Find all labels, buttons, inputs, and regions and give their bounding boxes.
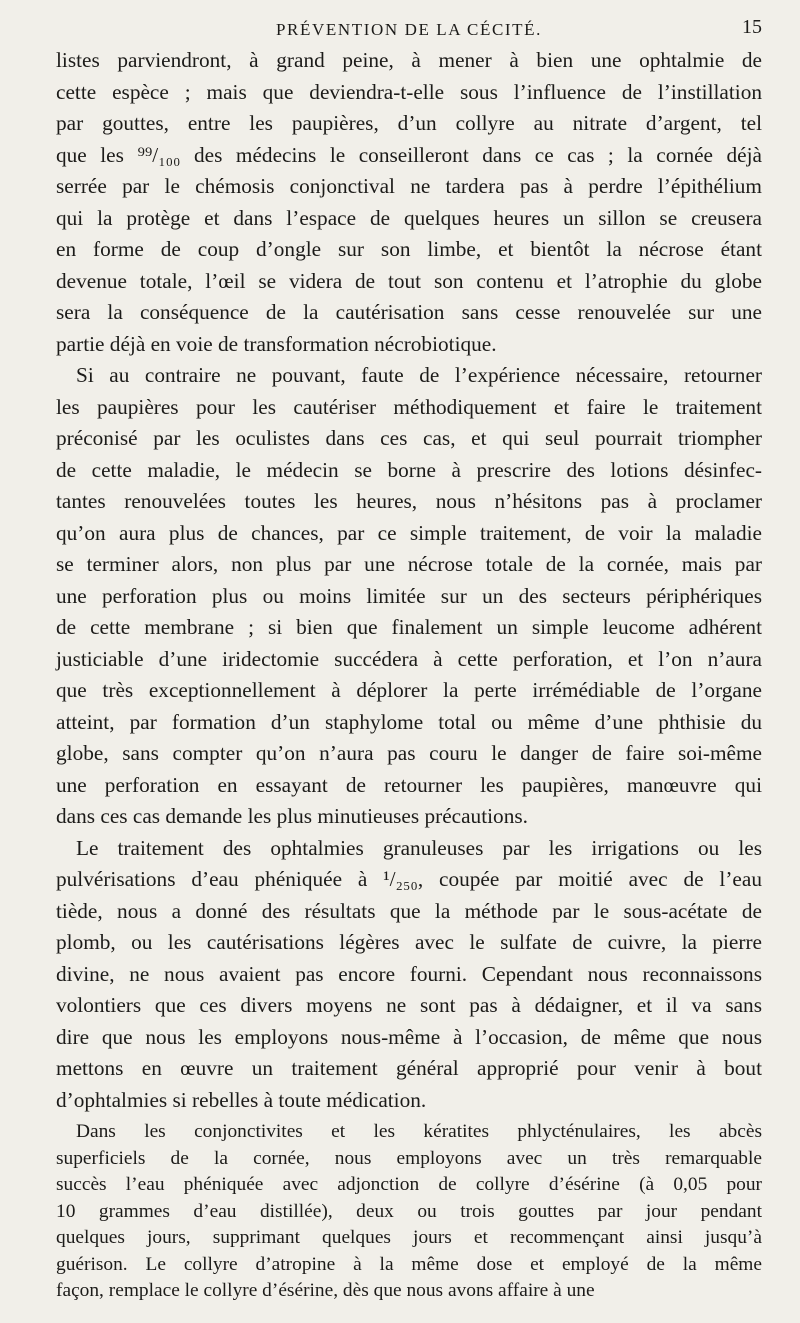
paragraph-start-line: Le traitement des ophtalmies granuleuses par les irrigations ou les xyxy=(76,835,762,860)
text-line: une perforation en essayant de retourner les paupières, manœuvre qui xyxy=(56,772,762,797)
paragraph-start-line: Dans les conjonctivites et les kératites phlycténulaires, les abcès xyxy=(76,1121,762,1142)
page-header xyxy=(56,14,762,44)
text-line: de cette membrane ; si bien que finalement un simple leucome adhérent xyxy=(56,615,762,639)
text-line: qui la protège et dans l’espace de quelques heures un sillon se creusera xyxy=(56,205,762,230)
text-line: plomb, ou les cautérisations légères avec le sulfate de cuivre, la pierre xyxy=(56,930,762,954)
text-line: que très exceptionnellement à déplorer la perte irrémédiable de l’organe xyxy=(56,678,762,702)
text-line: une perforation plus ou moins limitée sur un des secteurs périphériques xyxy=(56,583,762,608)
text-line: atteint, par formation d’un staphylome total ou même d’une phthisie du xyxy=(56,709,762,734)
text-line: cette espèce ; mais que deviendra-t-elle sous l’influence de l’instillation xyxy=(56,79,762,104)
text-line: justiciable d’une iridectomie succédera à cette perforation, et l’on n’aura xyxy=(56,646,762,671)
text-line: superficiels de la cornée, nous employons avec un très remarquable xyxy=(56,1147,762,1169)
text-line: dire que nous les employons nous-même à l’occasion, de même que nous xyxy=(56,1024,762,1049)
text-line: façon, remplace le collyre d’ésérine, dès que nous avons affaire à une xyxy=(56,1280,595,1301)
text-line: qu’on aura plus de chances, par ce simple traitement, de voir la maladie xyxy=(56,520,762,545)
paragraph-start-line: Si au contraire ne pouvant, faute de l’expérience nécessaire, retourner xyxy=(76,363,762,387)
text-line: succès l’eau phéniquée avec adjonction de collyre d’ésérine (à 0,05 pour xyxy=(56,1174,762,1195)
paragraph-end-line: dans ces cas demande les plus minutieuses précautions. xyxy=(56,804,528,828)
text-line: quelques jours, supprimant quelques jours et recommençant ainsi jusqu’à xyxy=(56,1227,762,1248)
text-line: volontiers que ces divers moyens ne sont pas à dédaigner, et il va sans xyxy=(56,993,762,1017)
text-line: que les ⁹⁹/₁₀₀ des médecins le conseilleront dans ce cas ; la cornée déjà xyxy=(56,142,762,167)
text-line: en forme de coup d’ongle sur son limbe, et bientôt la nécrose étant xyxy=(56,237,762,261)
text-line: sera la conséquence de la cautérisation sans cesse renouvelée sur une xyxy=(56,300,762,324)
text-line: tantes renouvelées toutes les heures, nous n’hésitons pas à proclamer xyxy=(56,489,762,513)
running-title: PRÉVENTION DE LA CÉCITÉ. xyxy=(276,20,542,39)
text-line: préconisé par les oculistes dans ces cas, et qui seul pourrait triompher xyxy=(56,426,762,450)
text-line: serrée par le chémosis conjonctival ne tardera pas à perdre l’épithélium xyxy=(56,174,762,198)
text-line: les paupières pour les cautériser méthodiquement et faire le traitement xyxy=(56,394,762,419)
page-number: 15 xyxy=(742,16,762,38)
text-line: par gouttes, entre les paupières, d’un collyre au nitrate d’argent, tel xyxy=(56,111,762,135)
text-line: 10 grammes d’eau distillée), deux ou trois gouttes par jour pendant xyxy=(56,1200,762,1222)
text-line: globe, sans compter qu’on n’aura pas couru le danger de faire soi-même xyxy=(56,741,762,765)
paragraph-end-line: d’ophtalmies si rebelles à toute médication. xyxy=(56,1087,427,1112)
paragraph-end-line: partie déjà en voie de transformation nécrobiotique. xyxy=(56,331,497,356)
text-line: pulvérisations d’eau phéniquée à ¹/₂₅₀, coupée par moitié avec de l’eau xyxy=(56,867,762,891)
text-line: devenue totale, l’œil se videra de tout son contenu et l’atrophie du globe xyxy=(56,268,762,293)
text-line: de cette maladie, le médecin se borne à prescrire des lotions désinfec- xyxy=(56,457,762,482)
text-line: divine, ne nous avaient pas encore fourni. Cependant nous reconnaissons xyxy=(56,961,762,986)
text-line: listes parviendront, à grand peine, à mener à bien une ophtalmie de xyxy=(56,48,762,72)
text-line: mettons en œuvre un traitement général approprié pour venir à bout xyxy=(56,1056,762,1080)
body-text xyxy=(56,45,762,1305)
text-line: tiède, nous a donné des résultats que la méthode par le sous-acétate de xyxy=(56,898,762,923)
text-line: se terminer alors, non plus par une nécrose totale de la cornée, mais par xyxy=(56,552,762,576)
text-line: guérison. Le collyre d’atropine à la même dose et employé de la même xyxy=(56,1253,762,1275)
